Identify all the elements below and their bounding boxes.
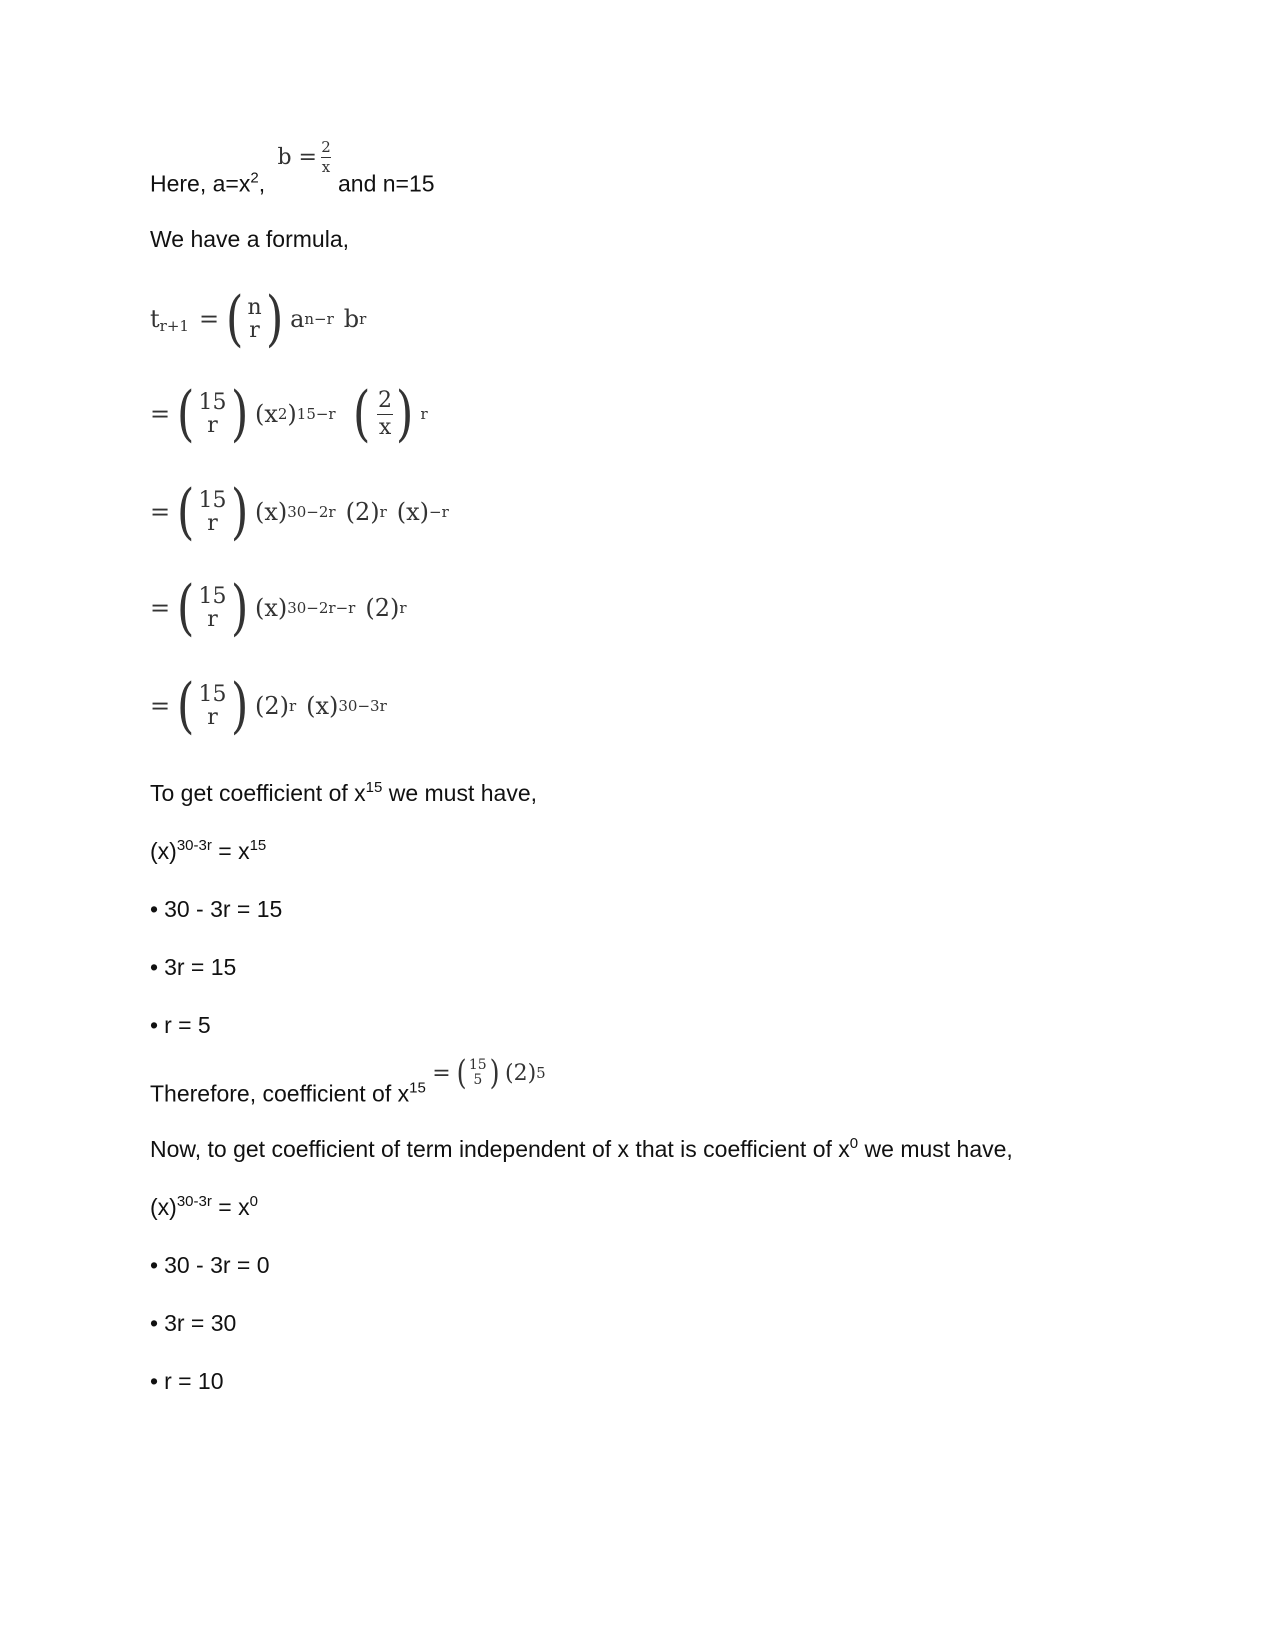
equals-sign: = xyxy=(150,400,171,428)
bullet-text: 3r = 30 xyxy=(164,1310,237,1336)
bullet-item xyxy=(150,1252,270,1279)
two-term: (2) xyxy=(345,498,380,526)
bullet-item xyxy=(150,1012,211,1039)
expansion-step-4: = ( 15 r ) (2) r (x) 30−3r xyxy=(150,671,387,741)
bullet-icon: • xyxy=(150,1310,159,1336)
lhs-exponent: 30-3r xyxy=(176,1193,212,1210)
expansion-step-3: = ( 15 r ) (x) 30−2r−r (2) r xyxy=(150,573,407,643)
bullet-item xyxy=(150,1310,236,1337)
x-term: (x) xyxy=(254,594,288,622)
binomial-coefficient: ( 15 r ) xyxy=(177,477,249,547)
close-paren: ) xyxy=(287,400,297,428)
binom-bottom: r xyxy=(207,413,218,438)
binomial-coefficient: ( 15 r ) xyxy=(177,573,249,643)
formula-intro: We have a formula, xyxy=(150,226,350,252)
rhs-exponent: 0 xyxy=(249,1193,258,1210)
binomial-coefficient: ( 15 r ) xyxy=(177,671,249,741)
bullet-text: 30 - 3r = 0 xyxy=(164,1252,270,1278)
x-term: (x) xyxy=(306,692,339,720)
given-a-text: Here, a=x xyxy=(150,170,251,197)
fraction-term: ( $\frac{2}{x}$ ) xyxy=(352,379,414,449)
binom-top: 15 xyxy=(198,487,227,513)
independent-term-condition xyxy=(150,1136,1013,1163)
binomial-coefficient: ( 15 5 ) xyxy=(456,1053,500,1093)
x-term: (x) xyxy=(254,498,288,526)
equals-x: = x xyxy=(211,1194,250,1220)
result-text: Therefore, coefficient of x xyxy=(150,1080,410,1107)
equals-sign: = xyxy=(150,498,171,526)
power-equation-0 xyxy=(150,1194,258,1221)
bullet-icon: • xyxy=(150,954,159,980)
given-values-line xyxy=(150,138,435,203)
binom-top: 15 xyxy=(198,583,227,609)
a-exponent: 2 xyxy=(250,169,259,187)
expansion-step-1: = ( 15 r ) (x 2 ) 15−r ( $\frac{2}{x}$ ) r xyxy=(150,379,428,449)
fraction-denominator: x xyxy=(378,414,392,440)
result-expression: = ( 15 5 ) (2) 5 xyxy=(432,1053,546,1093)
result-exponent: 15 xyxy=(409,1079,426,1097)
bullet-text: 30 - 3r = 15 xyxy=(164,896,283,922)
x-base: (x) xyxy=(150,838,177,864)
binom-top: 15 xyxy=(198,681,227,707)
b-term: b xyxy=(343,305,360,333)
t-symbol: t xyxy=(150,305,160,333)
binom-bottom: r xyxy=(207,705,218,730)
condition-text: Now, to get coefficient of term independent of x that is coefficient of x xyxy=(150,1136,850,1162)
lhs-exponent: 30-3r xyxy=(176,837,212,854)
power-equation-15 xyxy=(150,838,266,865)
expansion-step-2: = ( 15 r ) (x) 30−2r (2) r (x) −r xyxy=(150,477,449,547)
condition-tail: we must have, xyxy=(382,780,538,806)
coefficient-x15-condition xyxy=(150,780,537,807)
equals-sign: = xyxy=(150,594,171,622)
equals-sign: = xyxy=(198,305,220,333)
bullet-icon: • xyxy=(150,1368,159,1394)
condition-text: To get coefficient of x xyxy=(150,780,366,806)
equals-sign: = xyxy=(432,1060,451,1086)
b-denominator: x xyxy=(321,158,331,176)
equals-x: = x xyxy=(211,838,250,864)
two-term: (2) xyxy=(504,1060,537,1086)
condition-tail: we must have, xyxy=(858,1136,1013,1162)
bullet-icon: • xyxy=(150,896,159,922)
equals-sign: = xyxy=(150,692,171,720)
binom-top: 15 xyxy=(468,1057,487,1074)
coefficient-result xyxy=(150,1053,546,1112)
condition-exponent: 15 xyxy=(365,779,383,796)
bullet-item xyxy=(150,1368,224,1395)
bullet-item xyxy=(150,896,282,923)
binom-bottom: r xyxy=(207,511,218,536)
x-squared-base: (x xyxy=(254,400,278,428)
bullet-text: r = 5 xyxy=(164,1012,211,1038)
rhs-exponent: 15 xyxy=(249,837,267,854)
binom-bottom: 5 xyxy=(473,1072,483,1088)
two-term: (2) xyxy=(365,594,400,622)
x-base: (x) xyxy=(150,1194,177,1220)
b-label: b = xyxy=(277,144,317,170)
x-term-2: (x) xyxy=(396,498,430,526)
a-term: a xyxy=(290,305,305,333)
binom-bottom: r xyxy=(249,318,260,343)
binom-top: 15 xyxy=(198,389,227,415)
t-subscript: r+1 xyxy=(159,317,189,335)
comma: , xyxy=(258,170,266,197)
binom-bottom: r xyxy=(207,607,218,632)
n-value-text: and n=15 xyxy=(338,170,435,197)
condition-exponent: 0 xyxy=(849,1135,859,1152)
bullet-text: r = 10 xyxy=(164,1368,224,1394)
bullet-text: 3r = 15 xyxy=(164,954,237,980)
b-fraction xyxy=(321,140,331,175)
binomial-coefficient: ( 15 r ) xyxy=(177,379,249,449)
b-definition xyxy=(277,138,338,176)
bullet-item xyxy=(150,954,236,981)
binomial-coefficient: ( n r ) xyxy=(225,284,284,354)
fraction-numerator: 2 xyxy=(378,387,393,413)
binomial-general-term: t $_{r+1}$ = ( n r ) a n−r b r xyxy=(150,284,367,354)
binom-top: n xyxy=(247,294,262,320)
bullet-icon: • xyxy=(150,1252,159,1278)
bullet-icon: • xyxy=(150,1012,159,1038)
b-numerator: 2 xyxy=(321,138,331,156)
two-term: (2) xyxy=(254,692,289,720)
